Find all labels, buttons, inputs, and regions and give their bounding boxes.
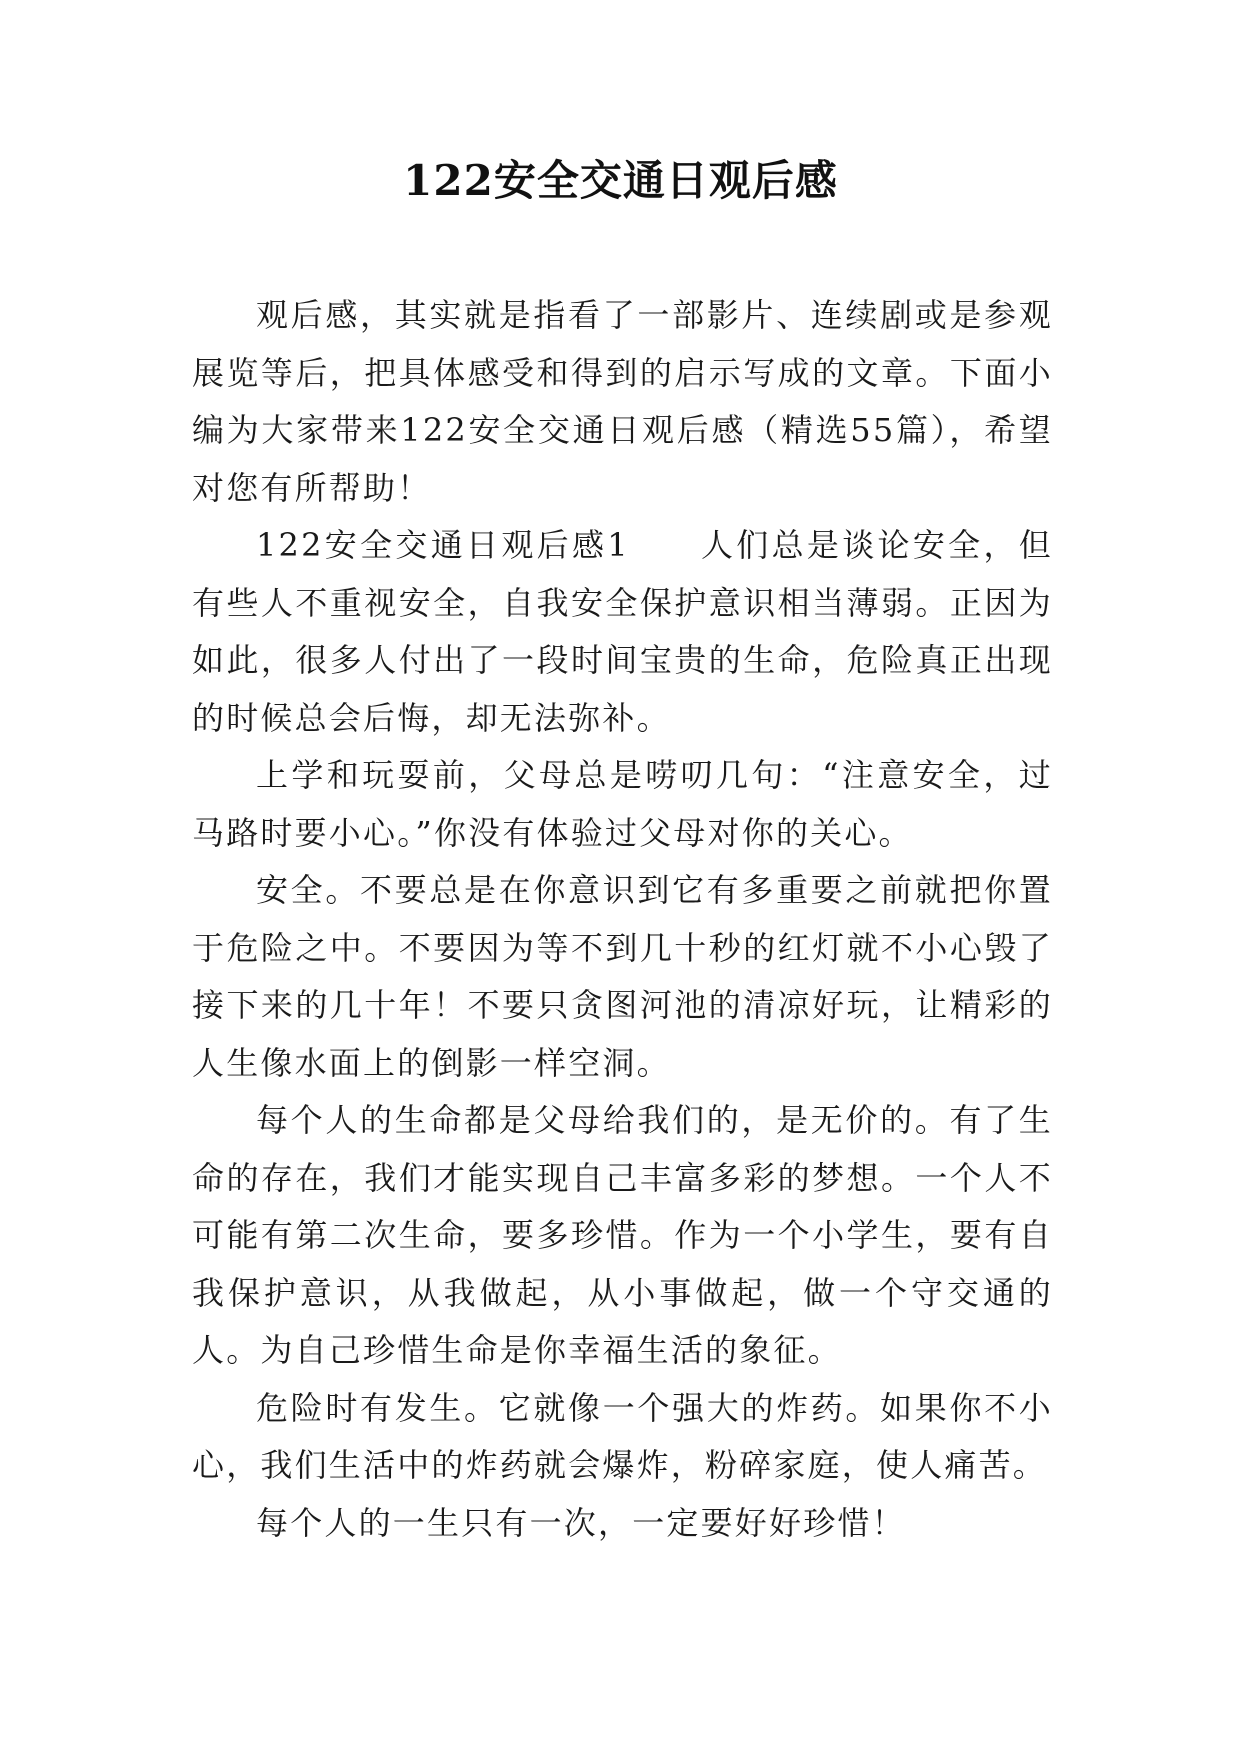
section-paragraph-1-text: 人们总是谈论安全，但有些人不重视安全，自我安全保护意识相当薄弱。正因为如此，很多人付出了一段时间宝贵的生命，危险真正出现的时候总会后悔，却无法弥补。 (192, 526, 1053, 737)
section-paragraph-1 (192, 517, 1053, 747)
body-paragraph-5: 危险时有发生。它就像一个强大的炸药。如果你不小心，我们生活中的炸药就会爆炸，粉碎家庭，使人痛苦。 (192, 1388, 1053, 1484)
body-paragraph-6: 每个人的一生只有一次，一定要好好珍惜！ (256, 1503, 906, 1542)
body-paragraph-2: 上学和玩耍前，父母总是唠叨几句：“注意安全，过马路时要小心。”你没有体验过父母对你的关心。 (192, 756, 1053, 852)
body-paragraph-4: 每个人的生命都是父母给我们的，是无价的。有了生命的存在，我们才能实现自己丰富多彩的梦想。一个人不可能有第二次生命，要多珍惜。作为一个小学生，要有自我保护意识，从我做起，从小事做起，做一个守交通的人。为自己珍惜生命是你幸福生活的象征。 (192, 1101, 1053, 1369)
document-body (192, 287, 1053, 1552)
section-heading: 122安全交通日观后感1 (256, 526, 630, 564)
intro-paragraph: 观后感，其实就是指看了一部影片、连续剧或是参观展览等后，把具体感受和得到的启示写成的文章。下面小编为大家带来122安全交通日观后感（精选55篇），希望对您有所帮助！ (192, 296, 1053, 507)
body-paragraph-3: 安全。不要总是在你意识到它有多重要之前就把你置于危险之中。不要因为等不到几十秒的红灯就不小心毁了接下来的几十年！不要只贪图河池的清凉好玩，让精彩的人生像水面上的倒影一样空洞。 (192, 871, 1053, 1082)
document-title: 122安全交通日观后感 (403, 156, 838, 205)
